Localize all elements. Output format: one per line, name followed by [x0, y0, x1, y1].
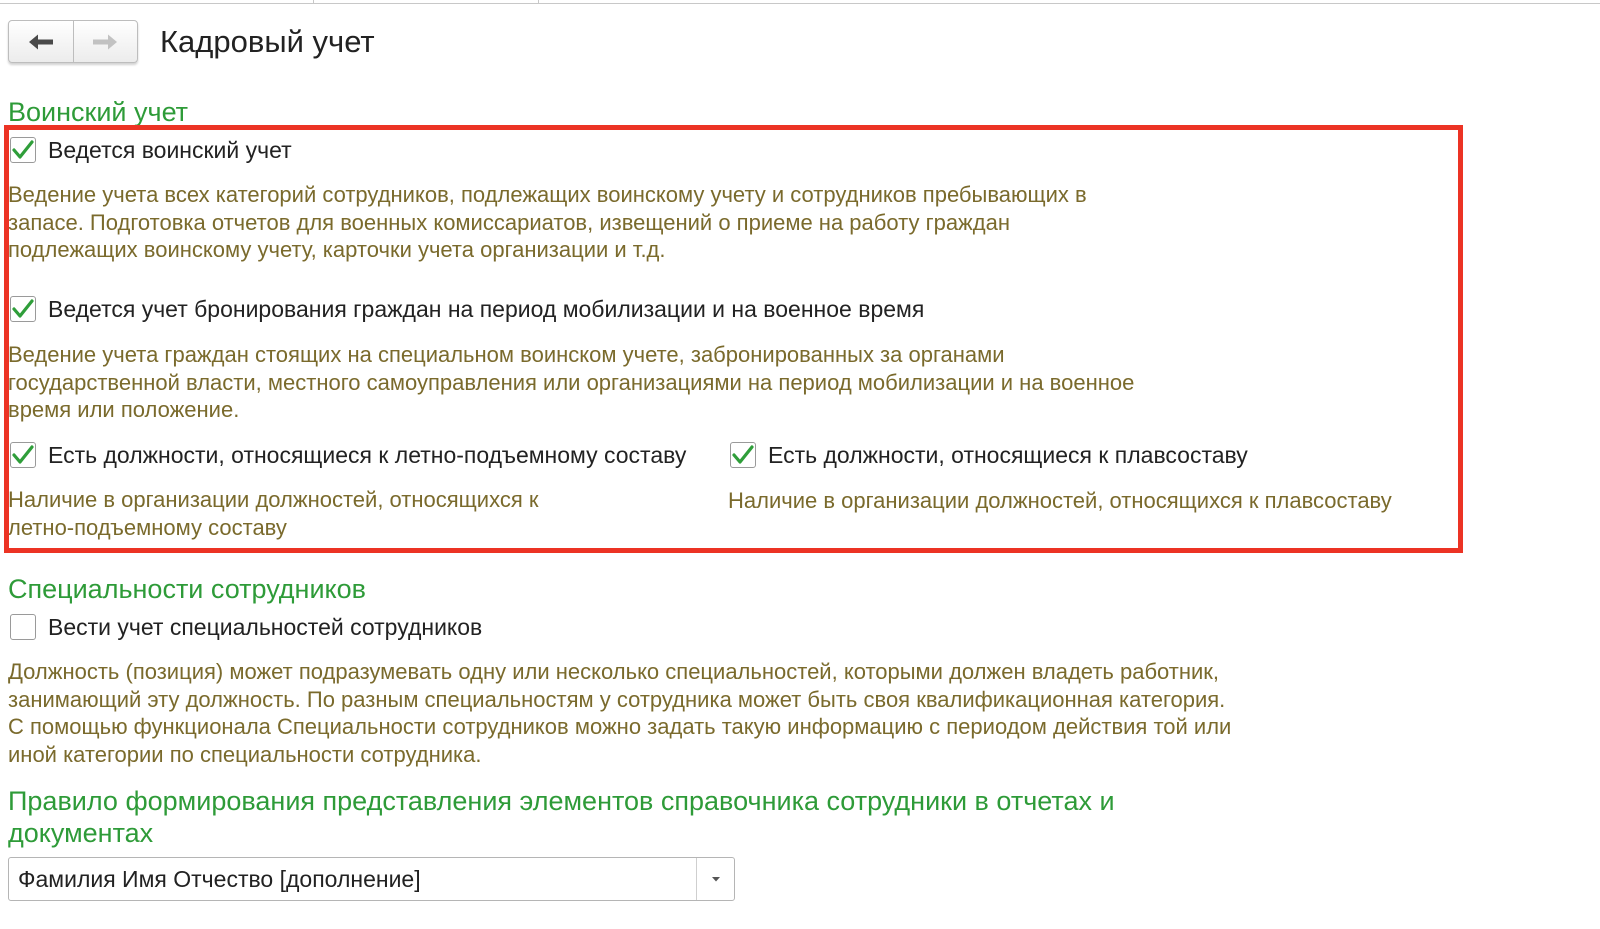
representation-select-dropdown-button[interactable]: [696, 858, 734, 900]
representation-select[interactable]: [8, 857, 735, 901]
keep-specialties-label: Вести учет специальностей сотрудников: [48, 613, 483, 640]
top-divider: [0, 0, 1600, 4]
top-divider-tick: [313, 0, 314, 4]
keep-military-description: [8, 181, 1087, 264]
keep-specialties-checkbox[interactable]: [10, 614, 36, 640]
top-divider-tick: [538, 0, 539, 4]
flight-crew-checkbox-row[interactable]: [10, 439, 686, 471]
navigation-buttons: [8, 20, 138, 63]
description-line: государственной власти, местного самоуправления или организациями на период мобилизации и на военное: [8, 369, 1135, 395]
reservation-description: [8, 341, 1134, 424]
checkmark-icon: [12, 299, 34, 319]
description-line: Наличие в организации должностей, относящихся к: [8, 487, 539, 512]
ship-crew-checkbox[interactable]: [730, 442, 756, 468]
keep-military-checkbox[interactable]: [10, 137, 36, 163]
forward-button[interactable]: [73, 21, 138, 62]
description-line: Наличие в организации должностей, относящихся к плавсоставу: [728, 488, 1392, 513]
checkmark-icon: [732, 445, 754, 465]
reservation-checkbox[interactable]: [10, 296, 36, 322]
flight-crew-label: Есть должности, относящиеся к летно-подъемному составу: [48, 441, 687, 468]
description-line: Ведение учета граждан стоящих на специальном воинском учете, забронированных за органами: [8, 342, 1005, 367]
ship-crew-description: [728, 487, 1392, 515]
page-title: Кадровый учет: [160, 24, 375, 59]
reservation-checkbox-row[interactable]: [10, 293, 924, 325]
flight-crew-description: [8, 486, 538, 541]
description-line: Ведение учета всех категорий сотрудников, подлежащих воинскому учету и сотрудников пребывающих в: [8, 182, 1087, 207]
reservation-label: Ведется учет бронирования граждан на период мобилизации и на военное время: [48, 295, 925, 322]
description-line: летно-подъемному составу: [8, 514, 287, 540]
section-heading-military: Воинский учет: [8, 97, 189, 127]
dropdown-arrow-icon: [710, 875, 722, 883]
description-line: С помощью функционала Специальности сотрудников можно задать такую информацию с периодом действия той или: [8, 714, 1232, 739]
keep-military-checkbox-row[interactable]: [10, 134, 292, 166]
checkmark-icon: [12, 140, 34, 160]
representation-select-value[interactable]: Фамилия Имя Отчество [дополнение]: [18, 866, 421, 892]
checkmark-icon: [12, 445, 34, 465]
flight-crew-checkbox[interactable]: [10, 442, 36, 468]
heading-line: документах: [8, 818, 154, 848]
description-line: время или положение.: [8, 397, 240, 422]
description-line: Должность (позиция) может подразумевать одну или несколько специальностей, которыми должен владеть работник,: [8, 659, 1220, 684]
section-heading-representation: [8, 785, 1115, 849]
back-button[interactable]: [9, 21, 73, 62]
arrow-left-icon: [27, 32, 55, 52]
keep-specialties-checkbox-row[interactable]: [10, 611, 482, 643]
description-line: запасе. Подготовка отчетов для военных комиссариатов, извещений о приеме на работу граждан: [8, 209, 1010, 235]
description-line: занимающий эту должность. По разным специальностям у сотрудника может быть своя квалификационная категория.: [8, 686, 1226, 712]
keep-military-label: Ведется воинский учет: [48, 136, 292, 163]
section-heading-specialties: Специальности сотрудников: [8, 574, 367, 604]
description-line: подлежащих воинскому учету, карточки учета организации и т.д.: [8, 237, 666, 262]
description-line: иной категории по специальности сотрудника.: [8, 741, 482, 767]
keep-specialties-description: [8, 658, 1231, 768]
heading-line: Правило формирования представления элементов справочника сотрудники в отчетах и: [8, 786, 1115, 816]
ship-crew-checkbox-row[interactable]: [730, 439, 1248, 471]
ship-crew-label: Есть должности, относящиеся к плавсоставу: [768, 441, 1248, 468]
arrow-right-icon: [91, 32, 119, 52]
